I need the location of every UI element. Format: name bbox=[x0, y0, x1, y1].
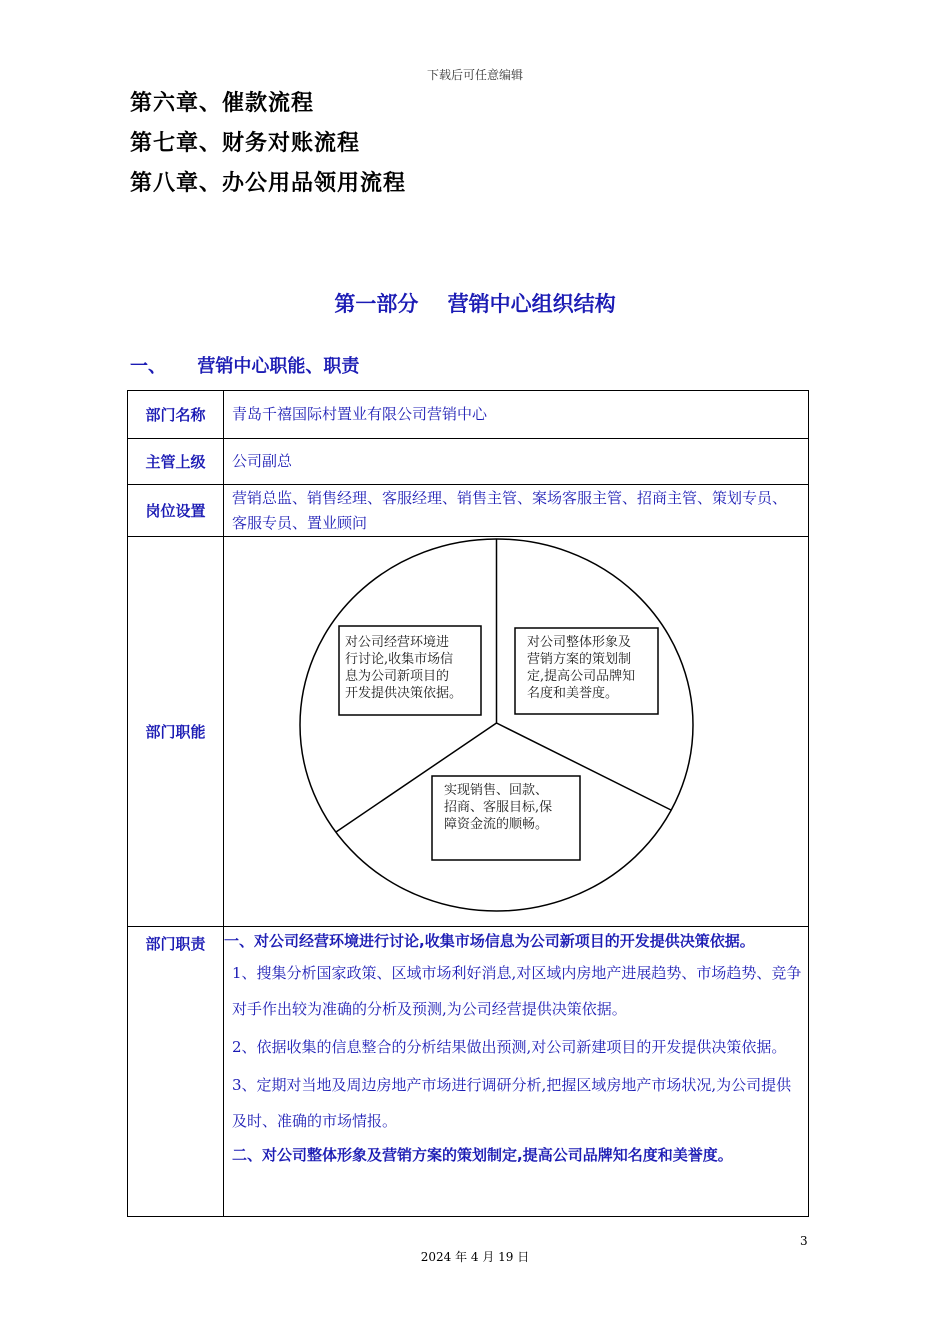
duty-item-1: 1、搜集分析国家政策、区域市场利好消息,对区域内房地产进展趋势、市场趋势、竞争对手作出较为准确的分析及预测,为公司经营提供决策依据。 bbox=[232, 964, 802, 1018]
chapter-7: 第七章、财务对账流程 bbox=[130, 131, 361, 156]
positions-value: 营销总监、销售经理、客服经理、销售主管、案场客服主管、招商主管、策划专员、客服专员、置业顾问 bbox=[224, 485, 809, 537]
function-label: 部门职能 bbox=[128, 537, 224, 927]
function-diagram-cell bbox=[224, 537, 809, 927]
duty-heading-1: 一、对公司经营环境进行讨论,收集市场信息为公司新项目的开发提供决策依据。 bbox=[224, 932, 755, 950]
duty-heading-2: 二、对公司整体形象及营销方案的策划制定,提高公司品牌知名度和美誉度。 bbox=[232, 1146, 733, 1164]
department-table bbox=[127, 390, 809, 1217]
header-note: 下载后可任意编辑 bbox=[426, 68, 523, 82]
chapter-6: 第六章、催款流程 bbox=[130, 91, 315, 116]
duty-content bbox=[224, 927, 809, 1217]
part-title: 第一部分 营销中心组织结构 bbox=[334, 292, 616, 316]
positions-label: 岗位设置 bbox=[128, 485, 224, 537]
function-diagram bbox=[224, 538, 808, 926]
duty-label: 部门职责 bbox=[128, 927, 224, 1217]
section-title: 一、 营销中心职能、职责 bbox=[130, 356, 360, 377]
function-box-3-text: 实现销售、回款、 招商、客服目标,保 障资金流的顺畅。 bbox=[444, 782, 553, 832]
function-box-1-text: 对公司经营环境进 行讨论,收集市场信 息为公司新项目的 开发提供决策依据。 bbox=[345, 634, 463, 701]
chapter-8: 第八章、办公用品领用流程 bbox=[130, 171, 407, 196]
function-box-2-text: 对公司整体形象及 营销方案的策划制 定,提高公司品牌知 名度和美誉度。 bbox=[527, 634, 636, 701]
page-number: 3 bbox=[800, 1234, 808, 1248]
duty-item-3: 3、定期对当地及周边房地产市场进行调研分析,把握区域房地产市场状况,为公司提供及时、准确的市场情报。 bbox=[232, 1076, 792, 1130]
dept-name-value: 青岛千禧国际村置业有限公司营销中心 bbox=[224, 391, 809, 439]
supervisor-value: 公司副总 bbox=[224, 439, 809, 485]
dept-name-label: 部门名称 bbox=[128, 391, 224, 439]
supervisor-label: 主管上级 bbox=[128, 439, 224, 485]
footer-date: 2024 年 4 月 19 日 bbox=[420, 1250, 530, 1264]
duty-item-2: 2、依据收集的信息整合的分析结果做出预测,对公司新建项目的开发提供决策依据。 bbox=[232, 1038, 787, 1056]
